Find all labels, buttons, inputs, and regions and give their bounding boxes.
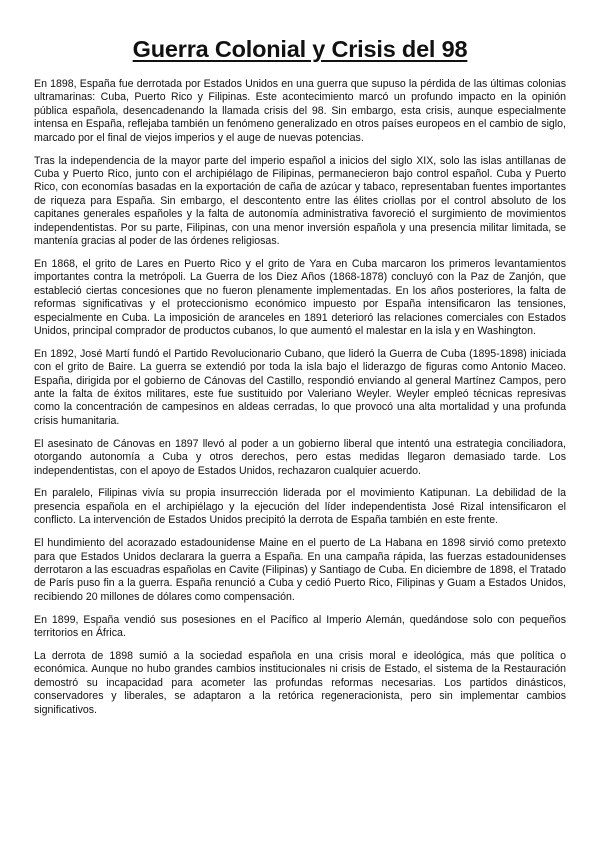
paragraph-maine: El hundimiento del acorazado estadounidense Maine en el puerto de La Habana en 1898 sirvió como pretexto para que Estados Unidos declarara la guerra a España. En una campaña rápida, las fuerzas estadounidenses derrotaron a las escuadras españolas en Cavite (Filipinas) y Santiago de Cuba. En diciembre de 1898, el Tratado de París puso fin a la guerra. España renunció a Cuba y cedió Puerto Rico, Filipinas y Guam a Estados Unidos, recibiendo 20 millones de dólares como compensación. bbox=[34, 537, 566, 603]
paragraph-colonies: Tras la independencia de la mayor parte del imperio español a inicios del siglo XIX, solo las islas antillanas de Cuba y Puerto Rico, junto con el archipiélago de Filipinas, permanecieron bajo control español. Cuba y Puerto Rico, con economías basadas en la exportación de caña de azúcar y tabaco, representaban fuentes importantes de riqueza para España. Sin embargo, el descontento entre las élites criollas por el control absoluto de los capitanes generales españoles y la falta de autonomía administrativa favoreció el surgimiento de movimientos independentistas. Por su parte, Filipinas, con una menor inversión española y una presencia militar limitada, se mantenía gracias al poder de las órdenes religiosas. bbox=[34, 154, 566, 247]
paragraph-consequences: La derrota de 1898 sumió a la sociedad española en una crisis moral e ideológica, más que política o económica. Aunque no hubo grandes cambios institucionales ni crisis de Estado, el sistema de la Restauración demostró su incapacidad para acometer las profundas reformas necesarias. Los partidos dinásticos, conservadores y liberales, se adaptaron a la retórica regeneracionista, pero sin implementar cambios significativos. bbox=[34, 650, 566, 716]
paragraph-pacific: En 1899, España vendió sus posesiones en el Pacífico al Imperio Alemán, quedándose solo con pequeños territorios en África. bbox=[34, 613, 566, 640]
paragraph-cuban-war: En 1892, José Martí fundó el Partido Revolucionario Cubano, que lideró la Guerra de Cuba (1895-1898) iniciada con el grito de Baire. La guerra se extendió por toda la isla bajo el liderazgo de figuras como Antonio Maceo. España, dirigida por el gobierno de Cánovas del Castillo, respondió enviando al general Martínez Campos, pero ante la falta de éxitos militares, este fue sustituido por Valeriano Weyler. Weyler empleó técnicas represivas como la concentración de campesinos en aldeas cerradas, lo que provocó una alta mortalidad y una profunda crisis humanitaria. bbox=[34, 347, 566, 427]
paragraph-philippines: En paralelo, Filipinas vivía su propia insurrección liderada por el movimiento Katipunan. La debilidad de la presencia española en el archipiélago y la ejecución del líder independentista José Rizal intensificaron el conflicto. La intervención de Estados Unidos precipitó la derrota de España también en este frente. bbox=[34, 487, 566, 527]
paragraph-intro: En 1898, España fue derrotada por Estados Unidos en una guerra que supuso la pérdida de las últimas colonias ultramarinas: Cuba, Puerto Rico y Filipinas. Este acontecimiento marcó un profundo impacto en la opinión pública española, desencadenando la llamada crisis del 98. Sin embargo, esta crisis, aunque especialmente intensa en España, reflejaba también un fenómeno generalizado en otros países europeos en el cambio de siglo, marcado por el final de viejos imperios y el auge de nuevas potencias. bbox=[34, 78, 566, 144]
document-page bbox=[34, 34, 566, 727]
document-title: Guerra Colonial y Crisis del 98 bbox=[132, 36, 468, 62]
paragraph-uprisings: En 1868, el grito de Lares en Puerto Rico y el grito de Yara en Cuba marcaron los primeros levantamientos importantes contra la metrópoli. La Guerra de los Diez Años (1868-1878) concluyó con la Paz de Zanjón, que estableció ciertas concesiones que no fueron plenamente implementadas. En los años posteriores, la falta de reformas significativas y el proteccionismo económico impuesto por España intensificaron las tensiones, especialmente en Cuba. La imposición de aranceles en 1891 deterioró las relaciones comerciales con Estados Unidos, principal comprador de productos cubanos, lo que aumentó el malestar en la isla y en Washington. bbox=[34, 257, 566, 337]
paragraph-canovas: El asesinato de Cánovas en 1897 llevó al poder a un gobierno liberal que intentó una estrategia conciliadora, otorgando autonomía a Cuba y otros derechos, pero estas medidas llegaron demasiado tarde. Los independentistas, con el apoyo de Estados Unidos, rechazaron cualquier acuerdo. bbox=[34, 437, 566, 477]
